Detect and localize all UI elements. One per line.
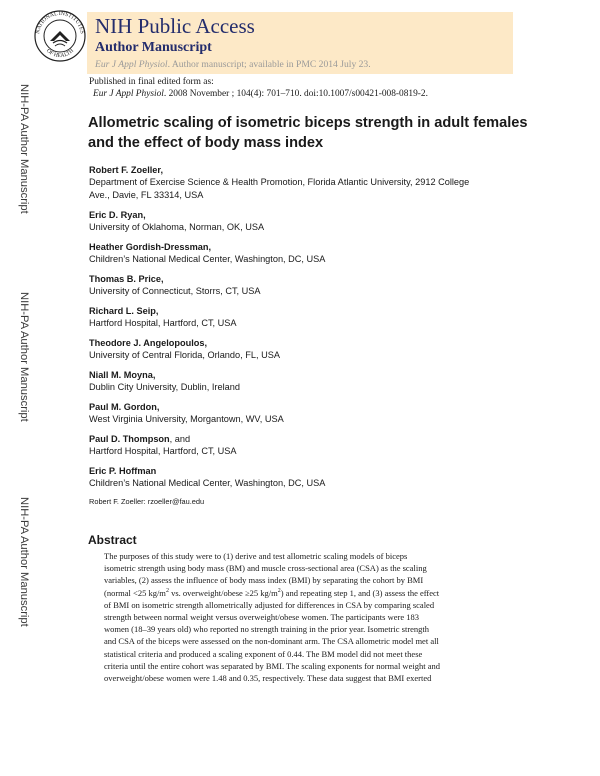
author-name: Niall M. Moyna (89, 370, 153, 380)
nih-public-access-banner (87, 12, 513, 74)
sidebar-watermark: NIH-PA Author Manuscript (18, 497, 30, 627)
banner-subtitle: Author Manuscript (95, 40, 212, 55)
author-affiliation: Dublin City University, Dublin, Ireland (89, 382, 240, 392)
author-name: Thomas B. Price (89, 274, 161, 284)
svg-text:NATIONAL INSTITUTES (35, 11, 85, 34)
author-name: Robert F. Zoeller (89, 165, 161, 175)
author-name: Eric P. Hoffman (89, 466, 157, 476)
abstract-line: of BMI on isometric strength allometrically adjusted for differences in CSA by comparing scaled (104, 599, 435, 610)
author-entry (89, 433, 509, 458)
abstract-line: statistical criteria and produced a scaling exponent of 0.44. The BM model did not meet these (104, 648, 423, 659)
abstract-line: and CSA of the biceps were assessed on the non-dominant arm. The CSA allometric model met all (104, 636, 439, 647)
author-entry: Robert F. Zoeller, Department of Exercise Science & Health Promotion, Florida Atlantic University, 2912 College Ave., Davie, FL 33314, USA (89, 164, 509, 202)
author-affiliation: University of Oklahoma, Norman, OK, USA (89, 222, 265, 232)
author-list (89, 164, 509, 506)
author-name: Richard L. Seip (89, 306, 156, 316)
author-entry: Theodore J. Angelopoulos, University of Central Florida, Orlando, FL, USA (89, 337, 509, 362)
seal-text-top: NATIONAL INSTITUTES (35, 10, 85, 35)
superscript: 2 (165, 587, 169, 594)
abstract-line: isometric strength using body mass (BM) and muscle cross-sectional area (CSA) as the scaling (104, 563, 427, 574)
abstract-line: variables, (2) assess the influence of body mass index (BMI) by separating the cohort by BMI (104, 575, 424, 586)
author-entry (89, 465, 509, 490)
abstract-line-part: vs. overweight/obese ≥25 kg/m (168, 587, 278, 598)
abstract-heading: Abstract (88, 533, 137, 547)
author-name: Heather Gordish-Dressman (89, 242, 209, 252)
author-affiliation: Hartford Hospital, Hartford, CT, USA (89, 446, 237, 456)
author-name: Paul M. Gordon (89, 402, 157, 412)
author-name-suffix: , and (169, 434, 191, 444)
abstract-line: overweight/obese women were 1.48 and 0.35, respectively. These data suggest that BMI exerted (104, 673, 432, 684)
article-title-line1: Allometric scaling of isometric biceps strength in adult females (88, 115, 528, 131)
author-affiliation: West Virginia University, Morgantown, WV, USA (89, 414, 284, 424)
author-affiliation: Hartford Hospital, Hartford, CT, USA (89, 318, 237, 328)
article-title-line2: and the effect of body mass index (88, 135, 324, 151)
nih-seal-logo (33, 9, 87, 63)
abstract-line: women (18–39 years old) who reported no strength training in the prior year. Isometric strength (104, 624, 430, 635)
author-name: Paul D. Thompson (89, 434, 170, 444)
seal-text-bottom: OF HEALTH (45, 47, 75, 60)
sidebar-watermark: NIH-PA Author Manuscript (18, 292, 30, 422)
author-affiliation: Children’s National Medical Center, Washington, DC, USA (89, 254, 326, 264)
published-label: Published in final edited form as: (89, 77, 214, 87)
citation-details: . 2008 November ; 104(4): 701–710. doi:10.1007/s00421-008-0819-2. (163, 89, 428, 99)
abstract-line-part: ) and repeating step 1, and (3) assess the effect (280, 587, 440, 598)
banner-citation-rest: . Author manuscript; available in PMC 2014 July 23. (167, 59, 371, 70)
author-affiliation: Department of Exercise Science & Health Promotion, Florida Atlantic University, 2912 College (89, 177, 470, 187)
author-entry: Eric D. Ryan, University of Oklahoma, Norman, OK, USA (89, 209, 509, 234)
publication-info (89, 76, 428, 100)
author-name: Eric D. Ryan (89, 210, 144, 220)
author-entry: Richard L. Seip, Hartford Hospital, Hartford, CT, USA (89, 305, 509, 330)
author-entry: Thomas B. Price, University of Connecticut, Storrs, CT, USA (89, 273, 509, 298)
author-affiliation: University of Central Florida, Orlando, FL, USA (89, 350, 280, 360)
abstract-line-part: (normal <25 kg/m (104, 587, 166, 598)
author-entry: Heather Gordish-Dressman, Children’s National Medical Center, Washington, DC, USA (89, 241, 509, 266)
author-affiliation: Children’s National Medical Center, Washington, DC, USA (89, 478, 326, 488)
banner-title: NIH Public Access (95, 14, 255, 38)
contact-email: Robert F. Zoeller: rzoeller@fau.edu (89, 497, 205, 506)
banner-citation (95, 59, 371, 70)
abstract-line: criteria until the entire cohort was separated by BMI. The scaling exponents for normal weight and (104, 660, 440, 671)
sidebar-watermark: NIH-PA Author Manuscript (18, 84, 30, 214)
svg-text:OF HEALTH (45, 48, 75, 59)
author-entry: Niall M. Moyna, Dublin City University, Dublin, Ireland (89, 369, 509, 394)
abstract-line: The purposes of this study were to (1) derive and test allometric scaling models of biceps (104, 551, 408, 561)
superscript: 2 (277, 587, 281, 594)
banner-citation-journal: Eur J Appl Physiol (95, 59, 168, 70)
author-affiliation: Ave., Davie, FL 33314, USA (89, 190, 204, 200)
article-title (88, 113, 528, 153)
author-name: Theodore J. Angelopoulos (89, 338, 205, 348)
abstract-line (104, 587, 506, 599)
author-entry: Paul M. Gordon, West Virginia University, Morgantown, WV, USA (89, 401, 509, 426)
author-affiliation: University of Connecticut, Storrs, CT, USA (89, 286, 261, 296)
abstract-line: strength between normal weight versus overweight/obese women. The participants were 183 (104, 612, 419, 623)
citation-line (89, 88, 428, 100)
abstract-body (104, 550, 506, 684)
citation-journal: Eur J Appl Physiol (93, 89, 164, 99)
